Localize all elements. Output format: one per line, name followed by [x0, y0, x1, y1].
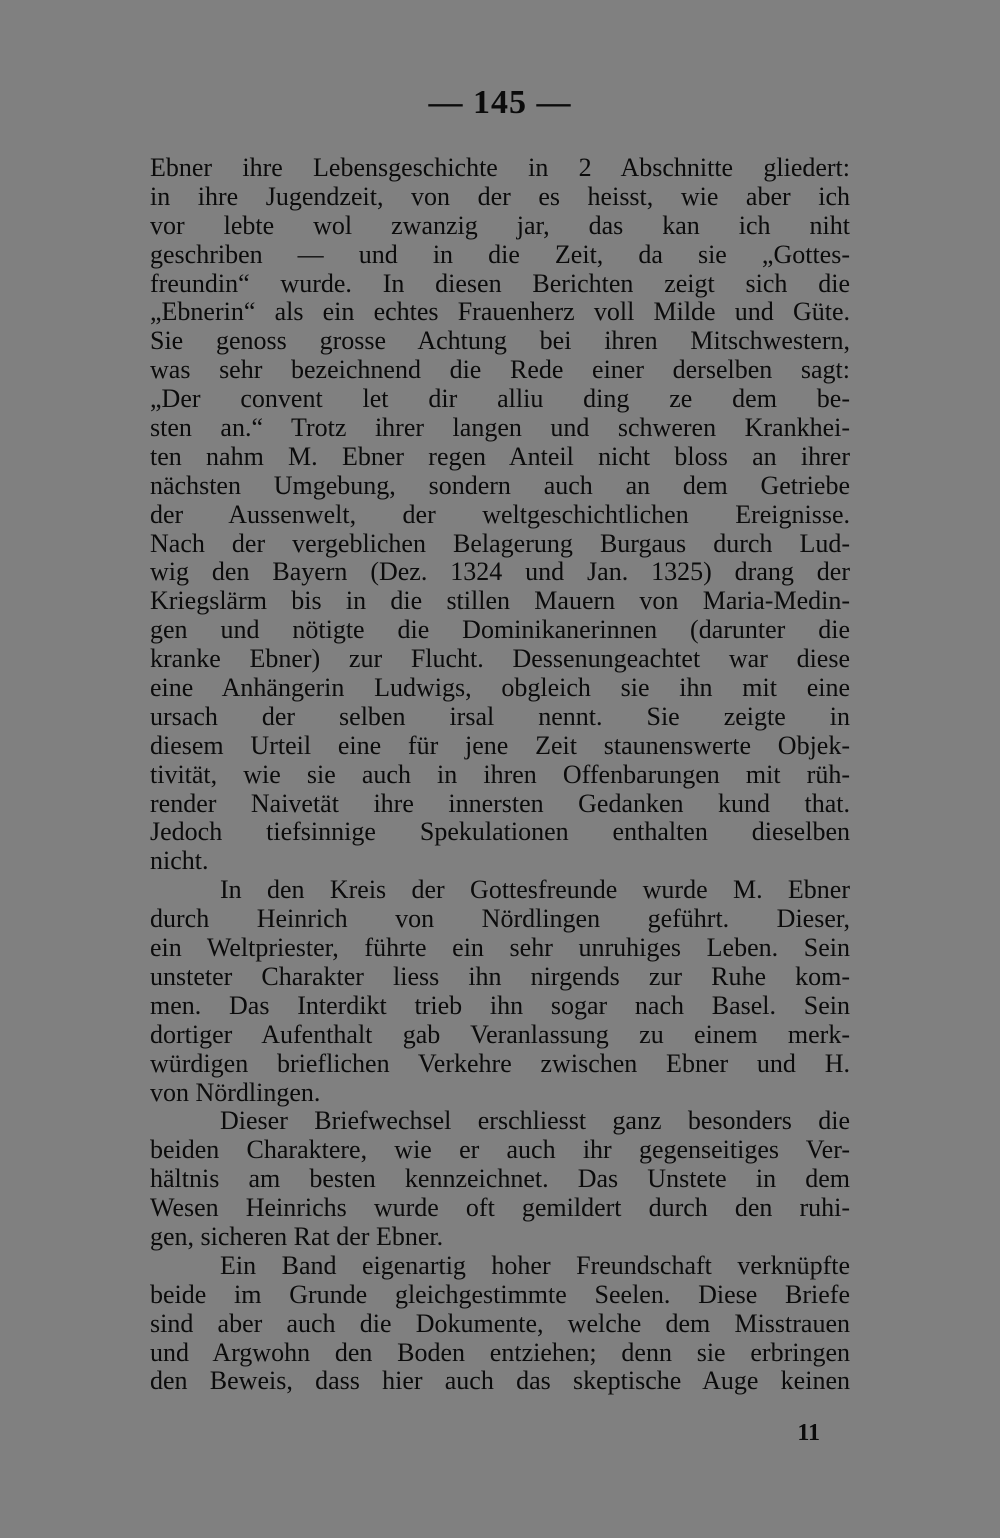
- text-line: beide im Grunde gleichgestimmte Seelen. Diese Briefe: [150, 1280, 850, 1309]
- text-line: Sie genoss grosse Achtung bei ihren Mitschwestern,: [150, 327, 850, 356]
- text-line: ten nahm M. Ebner regen Anteil nicht bloss an ihrer: [150, 442, 850, 471]
- text-line: „Der convent let dir alliu ding ze dem be-: [150, 385, 850, 414]
- text-line: Wesen Heinrichs wurde oft gemildert durch den ruhi-: [150, 1194, 850, 1223]
- text-line: nicht.: [150, 847, 209, 876]
- text-line: sten an.“ Trotz ihrer langen und schweren Krankhei-: [150, 414, 850, 443]
- text-line: gen und nötigte die Dominikanerinnen (darunter die: [150, 616, 850, 645]
- text-line: sind aber auch die Dokumente, welche dem Misstrauen: [150, 1309, 850, 1338]
- text-line: was sehr bezeichnend die Rede einer derselben sagt:: [150, 356, 850, 385]
- text-line: würdigen brieflichen Verkehre zwischen Ebner und H.: [150, 1049, 850, 1078]
- text-line: Jedoch tiefsinnige Spekulationen enthalten dieselben: [150, 818, 850, 847]
- text-line: ein Weltpriester, führte ein sehr unruhiges Leben. Sein: [150, 934, 850, 963]
- text-line: Kriegslärm bis in die stillen Mauern von Maria-Medin-: [150, 587, 850, 616]
- text-line: Nach der vergeblichen Belagerung Burgaus durch Lud-: [150, 529, 850, 558]
- text-line: in ihre Jugendzeit, von der es heisst, wie aber ich: [150, 182, 850, 211]
- text-line: ursach der selben irsal nennt. Sie zeigte in: [150, 702, 850, 731]
- text-line: Ebner ihre Lebensgeschichte in 2 Abschnitte gliedert:: [150, 154, 850, 182]
- text-line: und Argwohn den Boden entziehen; denn sie erbringen: [150, 1338, 850, 1367]
- text-line: beiden Charaktere, wie er auch ihr gegenseitiges Ver-: [150, 1136, 850, 1165]
- text-line: eine Anhängerin Ludwigs, obgleich sie ihn mit eine: [150, 674, 850, 703]
- text-line: nächsten Umgebung, sondern auch an dem Getriebe: [150, 471, 850, 500]
- paragraph-start-line: Ein Band eigenartig hoher Freundschaft verknüpfte: [220, 1251, 850, 1280]
- text-line: unsteter Charakter liess ihn nirgends zur Ruhe kom-: [150, 962, 850, 991]
- text-line: gen, sicheren Rat der Ebner.: [150, 1222, 444, 1251]
- text-line: wig den Bayern (Dez. 1324 und Jan. 1325) drang der: [150, 558, 850, 587]
- text-line: tivität, wie sie auch in ihren Offenbarungen mit rüh-: [150, 760, 850, 789]
- text-line: der Aussenwelt, der weltgeschichtlichen Ereignisse.: [150, 500, 850, 529]
- text-line: vor lebte wol zwanzig jar, das kan ich niht: [150, 211, 850, 240]
- text-line: hältnis am besten kennzeichnet. Das Unstete in dem: [150, 1165, 850, 1194]
- paragraph-start-line: In den Kreis der Gottesfreunde wurde M. Ebner: [220, 876, 850, 905]
- body-text: [150, 154, 850, 1396]
- text-line: men. Das Interdikt trieb ihn sogar nach Basel. Sein: [150, 991, 850, 1020]
- text-line: geschriben — und in die Zeit, da sie „Gottes-: [150, 240, 850, 269]
- text-line: kranke Ebner) zur Flucht. Dessenungeachtet war diese: [150, 645, 850, 674]
- text-line: diesem Urteil eine für jene Zeit staunenswerte Objek-: [150, 731, 850, 760]
- text-line: den Beweis, dass hier auch das skeptische Auge keinen: [150, 1367, 850, 1396]
- text-line: render Naivetät ihre innersten Gedanken kund that.: [150, 789, 850, 818]
- text-line: dortiger Aufenthalt gab Veranlassung zu einem merk-: [150, 1020, 850, 1049]
- text-line: „Ebnerin“ als ein echtes Frauenherz voll Milde und Güte.: [150, 298, 850, 327]
- text-line: freundin“ wurde. In diesen Berichten zeigt sich die: [150, 269, 850, 298]
- text-line: von Nördlingen.: [150, 1078, 321, 1107]
- page-number: — 145 —: [428, 84, 572, 121]
- text-line: durch Heinrich von Nördlingen geführt. Dieser,: [150, 905, 850, 934]
- paragraph-start-line: Dieser Briefwechsel erschliesst ganz besonders die: [220, 1107, 850, 1136]
- signature-mark: 11: [797, 1420, 820, 1446]
